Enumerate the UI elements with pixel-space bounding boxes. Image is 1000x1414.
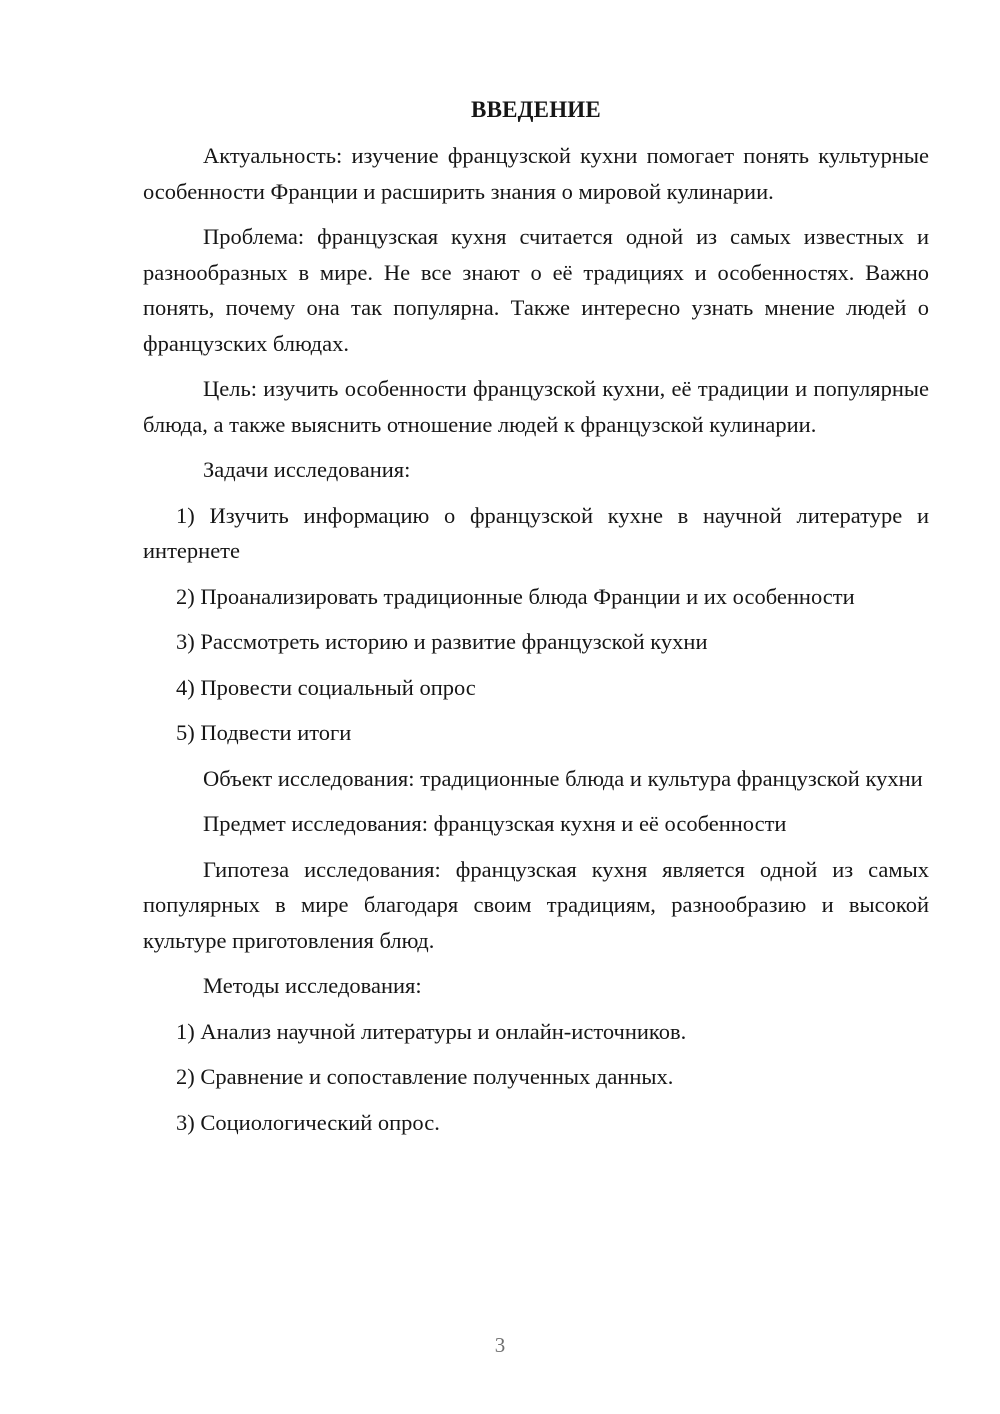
methods-heading: Методы исследования: [203,973,422,998]
relevance-paragraph: Актуальность: изучение французской кухни помогает понять культурные особенности Франции и расширить знания о мировой кулинарии. [143,143,929,204]
task-item: 3) Рассмотреть историю и развитие французской кухни [176,629,708,654]
task-item: 5) Подвести итоги [176,720,352,745]
method-item: 1) Анализ научной литературы и онлайн-источников. [176,1018,687,1044]
goal-paragraph: Цель: изучить особенности французской кухни, её традиции и популярные блюда, а также выяснить отношение людей к французской кулинарии. [143,376,929,437]
problem-paragraph: Проблема: французская кухня считается одной из самых известных и разнообразных в мире. Не все знают о её традициях и особенностях. Важно понять, почему она так популярна. Также интересно узнать мнение людей о французских блюдах. [143,224,929,356]
method-item: 2) Сравнение и сопоставление полученных данных. [176,1064,674,1089]
method-item: 3) Социологический опрос. [176,1109,440,1135]
page-number: 3 [494,1333,506,1357]
section-title: ВВЕДЕНИЕ [471,97,601,122]
document-page [143,92,929,1150]
object-paragraph: Объект исследования: традиционные блюда и культура французской кухни [203,765,923,791]
tasks-heading: Задачи исследования: [203,457,411,482]
task-item: 1) Изучить информацию о французской кухне в научной литературе и интернете [143,502,929,563]
subject-paragraph: Предмет исследования: французская кухня и её особенности [203,811,787,836]
hypothesis-paragraph: Гипотеза исследования: французская кухня является одной из самых популярных в мире благодаря своим традициям, разнообразию и высокой культуре приготовления блюд. [143,856,929,953]
task-item: 4) Провести социальный опрос [176,674,476,700]
task-item: 2) Проанализировать традиционные блюда Франции и их особенности [176,583,855,609]
